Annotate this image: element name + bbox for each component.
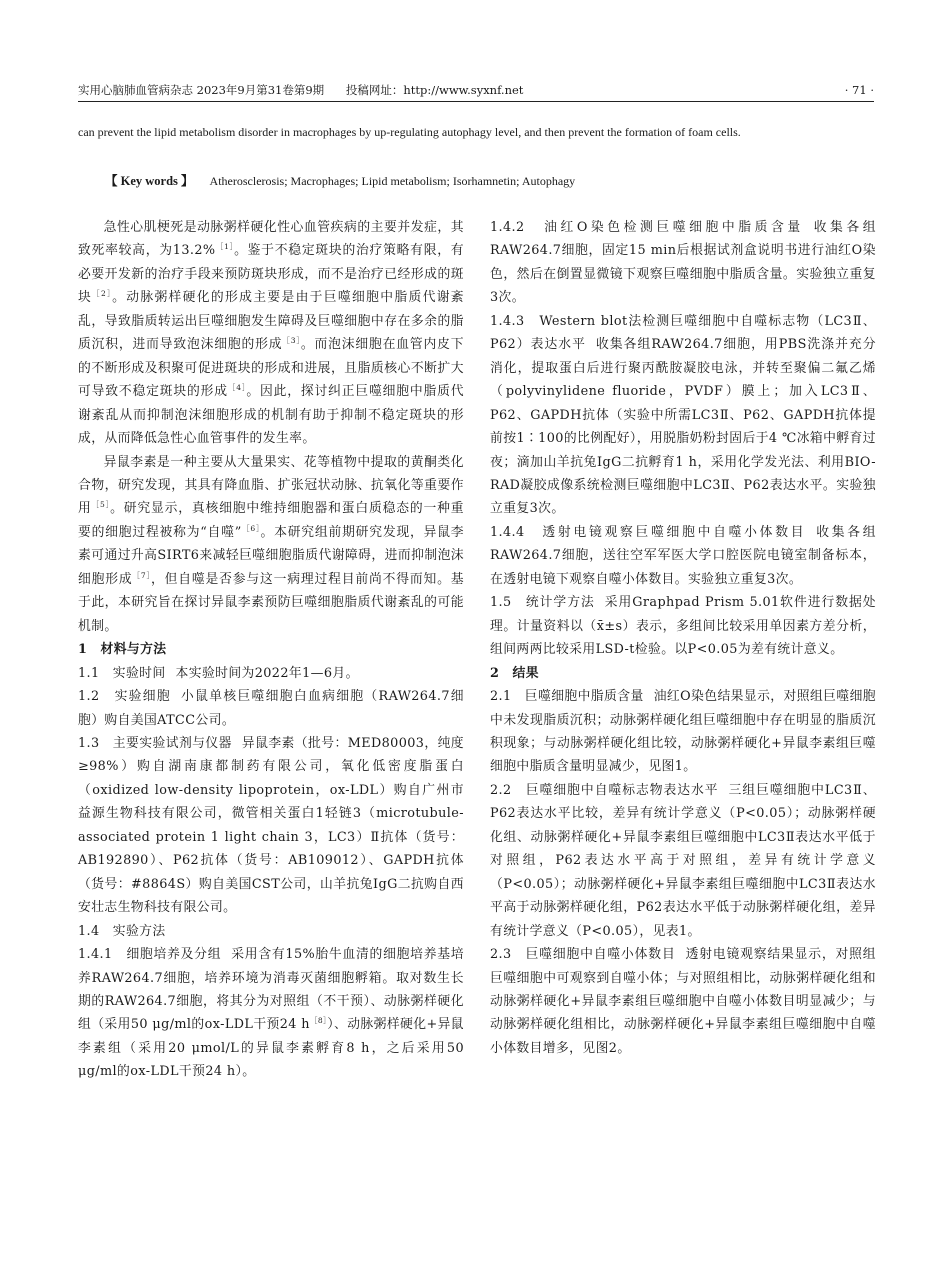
- journal-citation: 实用心脑肺血管病杂志 2023年9月第31卷第9期: [78, 83, 325, 97]
- keywords-label: 【 Key words 】: [105, 174, 194, 188]
- subsection-1-4-4: 1.4.4 透射电镜观察巨噬细胞中自噬小体数目 收集各组RAW264.7细胞，送往空军军医大学口腔医院电镜室制备标本，在透射电镜下观察自噬小体数目。实验独立重复3次。: [490, 524, 876, 587]
- running-header: [78, 80, 874, 100]
- section-heading-results: 2 结果: [490, 665, 539, 681]
- english-abstract-tail: can prevent the lipid metabolism disorder in macrophages by up-regulating autophagy level, and then prevent the formation of foam cells.: [78, 125, 741, 139]
- keywords-text: Atherosclerosis; Macrophages; Lipid metabolism; Isorhamnetin; Autophagy: [209, 174, 576, 188]
- subsection-1-4-1: 1.4.1 细胞培养及分组 采用含有15%胎牛血清的细胞培养基培养RAW264.7细胞，培养环境为消毒灭菌细胞孵箱。取对数生长期的RAW264.7细胞，将其分为对照组（不干预）、动脉粥样硬化组（采用50 μg/ml的ox-LDL干预24 $h^{[8]}$）、动脉粥样硬化+异鼠李素组（采用20 μmol/L的异鼠李素孵育8 h，之后采用50 μg/ml的ox-LDL干预24 h）。: [78, 947, 464, 1080]
- subsection-1-2: 1.2 实验细胞 小鼠单核巨噬细胞白血病细胞（RAW264.7细胞）购自美国ATCC公司。: [78, 689, 464, 728]
- citation-ref: ［4］: [227, 383, 247, 393]
- subsection-1-3: 1.3 主要实验试剂与仪器 异鼠李素（批号：MED80003，纯度≥98%）购自湖南康都制药有限公司，氧化低密度脂蛋白（oxidized low-density lipoprotein，ox-LDL）购自广州市益源生物科技有限公司，微管相关蛋白1轻链3（microtubule-associated protein 1 light chain 3，LC3）Ⅱ抗体（货号：AB192890）、P62抗体（货号：AB109012）、GAPDH抗体（货号：#8864S）购自美国CST公司，山羊抗兔IgG二抗购自西安壮志生物科技有限公司。: [78, 735, 464, 916]
- subsection-1-1: 1.1 实验时间 本实验时间为2022年1—6月。: [78, 665, 359, 681]
- citation-ref: ［8］: [309, 1016, 328, 1026]
- left-column: [78, 216, 464, 1084]
- subsection-2-2: 2.2 巨噬细胞中自噬标志物表达水平 三组巨噬细胞中LC3Ⅱ、P62表达水平比较，差异有统计学意义（P<0.05）；动脉粥样硬化组、动脉粥样硬化+异鼠李素组巨噬细胞中LC3Ⅱ表达水平低于对照组，P62表达水平高于对照组，差异有统计学意义（P<0.05）；动脉粥样硬化+异鼠李素组巨噬细胞中LC3Ⅱ表达水平高于动脉粥样硬化组，P62表达水平低于动脉粥样硬化组，差异有统计学意义（P<0.05），见表1。: [490, 782, 876, 939]
- journal-website: 投稿网址：http://www.syxnf.net: [345, 83, 524, 97]
- citation-ref: ［3］: [282, 336, 301, 346]
- right-column: [490, 216, 876, 1060]
- subsection-2-3: 2.3 巨噬细胞中自噬小体数目 透射电镜观察结果显示，对照组巨噬细胞中可观察到自噬小体；与对照组相比，动脉粥样硬化组和动脉粥样硬化+异鼠李素组巨噬细胞中自噬小体数目明显减少；与动脉粥样硬化组相比，动脉粥样硬化+异鼠李素组巨噬细胞中自噬小体数目增多，见图2。: [490, 947, 876, 1056]
- page-number: · 71 ·: [844, 83, 874, 97]
- keywords-line: [105, 168, 865, 194]
- citation-ref: ［1］: [215, 242, 235, 252]
- subsection-2-1: 2.1 巨噬细胞中脂质含量 油红O染色结果显示，对照组巨噬细胞中未发现脂质沉积；动脉粥样硬化组巨噬细胞中存在明显的脂质沉积现象；与动脉粥样硬化组比较，动脉粥样硬化+异鼠李素组巨噬细胞中脂质含量明显减少，见图1。: [490, 689, 876, 775]
- subsection-1-5: 1.5 统计学方法 采用Graphpad Prism 5.01软件进行数据处理。计量资料以（x̄±s）表示，多组间比较采用单因素方差分析，组间两两比较采用LSD-t检验。以P<0.05为差有统计意义。: [490, 595, 876, 658]
- subsection-1-4: 1.4 实验方法: [78, 923, 166, 939]
- citation-ref: ［7］: [132, 570, 152, 580]
- section-heading-methods: 1 材料与方法: [78, 642, 167, 658]
- citation-ref: ［2］: [92, 289, 113, 299]
- citation-ref: ［6］: [241, 523, 261, 533]
- intro-paragraph-1: 急性心肌梗死是动脉粥样硬化性心血管疾病的主要并发症，其致死率较高，为13.2%$^{[1]}$。鉴于不稳定斑块的治疗策略有限，有必要开发新的治疗手段来预防斑块形成，而不是治疗已经形成的斑块$^{[2]}$。动脉粥样硬化的形成主要是由于巨噬细胞中脂质代谢紊乱，导致脂质转运出巨噬细胞发生障碍及巨噬细胞中存在多余的脂质沉积，进而导致泡沫细胞的形成$^{[3]}$。而泡沫细胞在血管内皮下的不断形成及积聚可促进斑块的形成和进展，且脂质核心不断扩大可导致不稳定斑块的形成$^{[4]}$。因此，探讨纠正巨噬细胞中脂质代谢紊乱从而抑制泡沫细胞形成的机制有助于抑制不稳定斑块的形成，从而降低急性心血管事件的发生率。: [78, 220, 465, 447]
- header-rule: [78, 101, 874, 102]
- intro-paragraph-2: 异鼠李素是一种主要从大量果实、花等植物中提取的黄酮类化合物，研究发现，其具有降血脂、扩张冠状动脉、抗氧化等重要作用$^{[5]}$。研究显示，真核细胞中维持细胞器和蛋白质稳态的一种重要的细胞过程被称为“自噬”$^{[6]}$。本研究组前期研究发现，异鼠李素可通过升高SIRT6来减轻巨噬细胞脂质代谢障碍，进而抑制泡沫细胞形成$^{[7]}$，但自噬是否参与这一病理过程目前尚不得而知。基于此，本研究旨在探讨异鼠李素预防巨噬细胞脂质代谢紊乱的可能机制。: [78, 454, 464, 634]
- subsection-1-4-2: 1.4.2 油红O染色检测巨噬细胞中脂质含量 收集各组RAW264.7细胞，固定15 min后根据试剂盒说明书进行油红O染色，然后在倒置显微镜下观察巨噬细胞中脂质含量。实验独立重复3次。: [490, 220, 876, 306]
- subsection-1-4-3: 1.4.3 Western blot法检测巨噬细胞中自噬标志物（LC3Ⅱ、P62）表达水平 收集各组RAW264.7细胞，用PBS洗涤并充分消化，提取蛋白后进行聚丙酰胺凝胶电泳，并转至聚偏二氟乙烯（polyvinylidene fluoride，PVDF）膜上；加入LC3Ⅱ、P62、GAPDH抗体（实验中所需LC3Ⅱ、P62、GAPDH抗体提前按1∶100的比例配好），用脱脂奶粉封固后于4 ℃冰箱中孵育过夜；滴加山羊抗兔IgG二抗孵育1 h，采用化学发光法、利用BIO-RAD凝胶成像系统检测巨噬细胞中LC3Ⅱ、P62表达水平。实验独立重复3次。: [490, 313, 876, 517]
- citation-ref: ［5］: [91, 500, 111, 510]
